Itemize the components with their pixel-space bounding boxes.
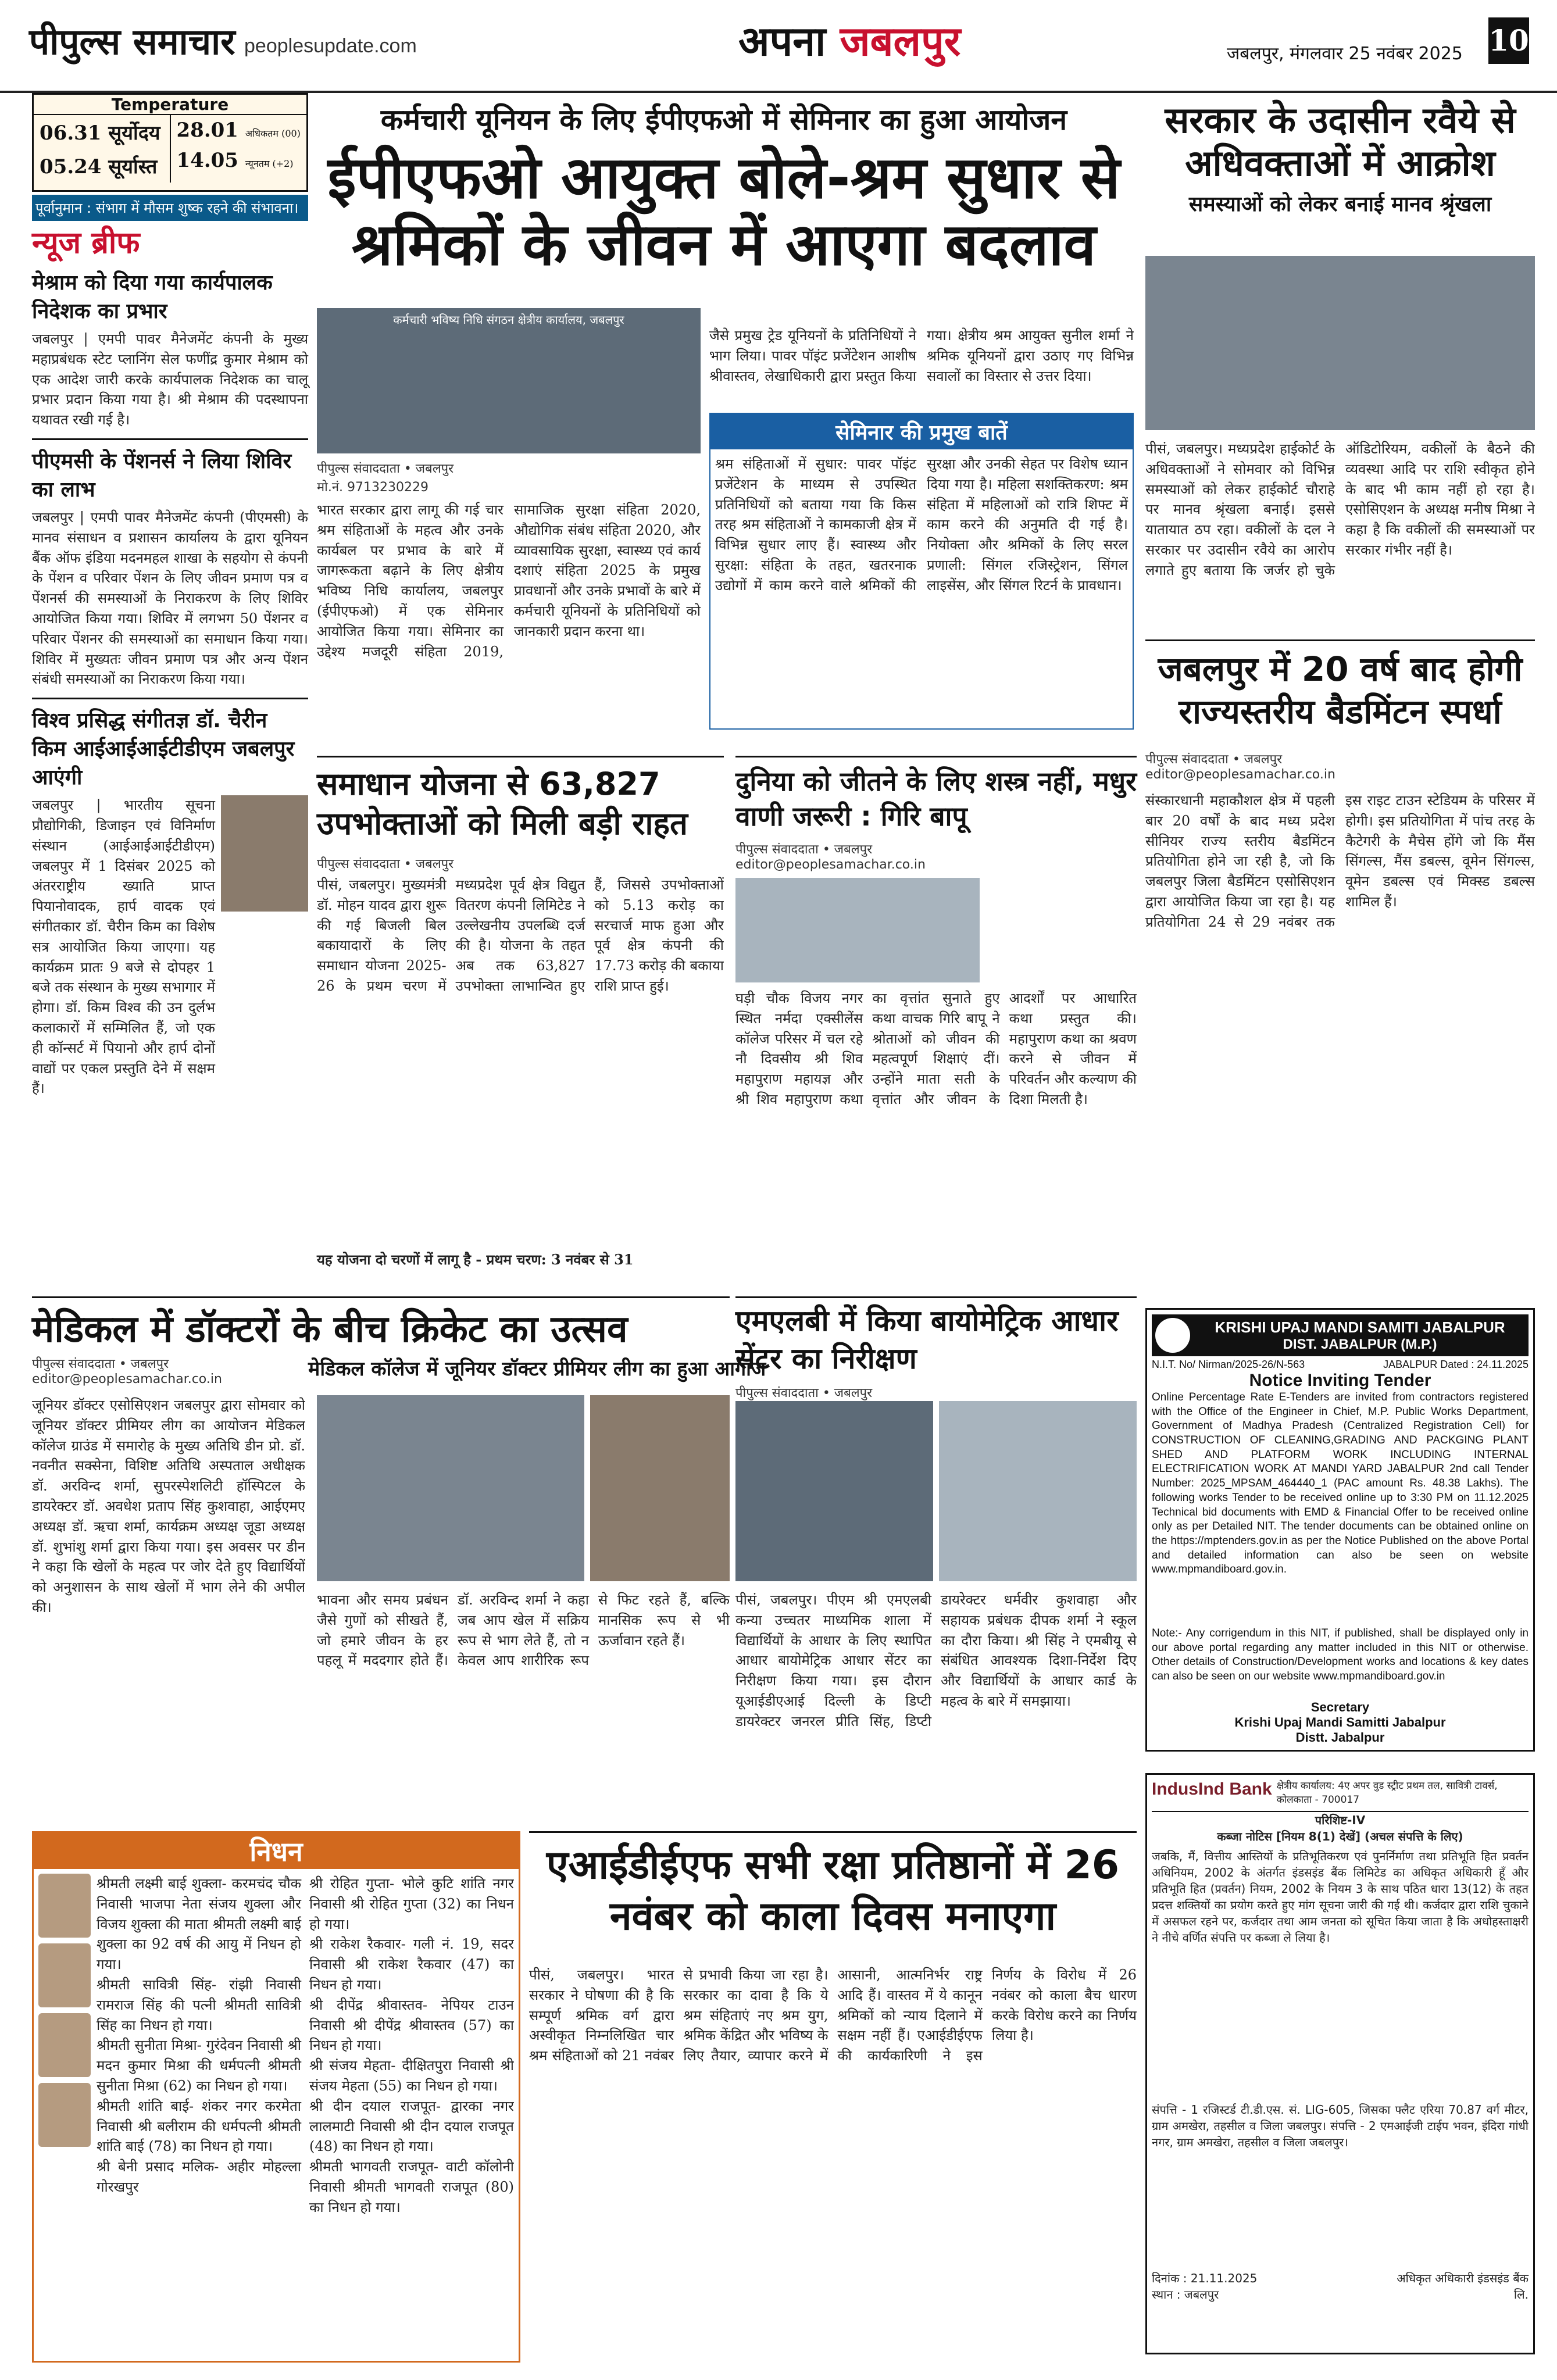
lead-headline[interactable]: ईपीएफओ आयुक्त बोले-श्रम सुधार से श्रमिकों के जीवन में आएगा बदलाव — [327, 144, 1120, 278]
aidef-body: पीसं, जबलपुर। भारत सरकार ने घोषणा की है कि सम्पूर्ण श्रमिक वर्ग द्वारा अस्वीकृत निम्नलिखित चार श्रम संहिताओं को 21 नवंबर से प्रभावी किया जा रहा है। सरकार का दावा है कि ये श्रम संहिताएं नए श्रम युग, श्रमिक केंद्रित और भविष्य के लिए तैयार, व्यापार करने में आसानी, आत्मनिर्भर राष्ट्र आदि हैं। वास्तव में ये कानून श्रमिकों को न्याय दिलाने में सक्षम नहीं हैं। एआईडीईएफ की कार्यकारिणी ने इस निर्णय के विरोध में 26 नवंबर को काला बैच धारण करके विरोध करने का निर्णय लिया है। — [529, 1967, 1137, 2064]
lead-highlights-box — [709, 413, 1134, 730]
obituary-photo — [38, 1943, 91, 2007]
lead-photo — [317, 308, 701, 453]
tender-note: Note:- Any corrigendum in this NIT, if published, shall be displayed only in our above portal regarding any matter included in this NIT or otherwise. Other details of Construction/Development works and locations & key dates can also be seen on our website www.mpmandiboard.gov.in — [1152, 1627, 1529, 1683]
tender-body: Online Percentage Rate E-Tenders are invited from contractors registered with the Office of the Engineer in Chief, M.P. Public Works Department, Government of Madhya Pradesh (Centralized Registration Cell) for CONSTRUCTION OF CLEANING,GRADING AND PACKGING PLANT SHED AND PLATFORM WORK INCLUDING INTERNAL ELECTRIFICATION WORK AT MANDI YARD JABALPUR 2nd call Tender Number: 2025_MPSAM_464440_1 (PAC amount Rs. 48.38 Lakhs). The following works Tender to be received online up to 3:30 PM on 11.12.2025 Technical bid documents with EMD & Financial Offer to be received online only as per Detailed NIT. The tender documents can be obtained online on the https://mptenders.gov.in as per the Notice Published on the above Portal and detailed information can also be seen on website www.mpmandiboard.gov.in. — [1152, 1391, 1529, 1576]
lead-kicker: कर्मचारी यूनियन के लिए ईपीएफओ में सेमिनार का हुआ आयोजन — [380, 103, 1067, 137]
bank-appendix: परिशिष्ट-IV — [1315, 1813, 1366, 1827]
tender-nit: N.I.T. No/ Nirman/2025-26/N-563 — [1152, 1359, 1305, 1370]
advocates-photo — [1145, 256, 1535, 430]
obituary-item: श्री दीन दयाल राजपूत- द्वारका नगर लालमाटी निवासी श्री दीन दयाल राजपूत (48) का निधन हो गया। — [309, 2097, 514, 2155]
bank-office: क्षेत्रीय कार्यालय: 4ए अपर वुड स्ट्रीट प्रथम तल, सावित्री टावर्स, कोलकाता - 700017 — [1276, 1780, 1498, 1806]
aadhaar-photo-1 — [735, 1401, 933, 1581]
brief-headline: विश्व प्रसिद्ध संगीतज्ञ डॉ. चैरीन किम आईआईआईटीडीएम जबलपुर आएंगी — [32, 709, 295, 790]
cricket-email[interactable]: editor@peoplesamachar.co.in — [32, 1372, 222, 1386]
min-label: न्यूनतम (+2) — [245, 158, 294, 169]
lead-byline: पीपुल्स संवाददाता • जबलपुर — [317, 462, 454, 476]
samadhan-byline: पीपुल्स संवाददाता • जबलपुर — [317, 857, 454, 871]
bank-name: IndusInd Bank — [1152, 1779, 1272, 1799]
samadhan-headline[interactable]: समाधान योजना से 63,827 उपभोक्ताओं को मिली बड़ी राहत — [317, 766, 688, 842]
giribapu-byline: पीपुल्स संवाददाता • जबलपुर — [735, 842, 873, 857]
bank-notice-body: जबकि, मैं, वित्तीय आस्तियों के प्रतिभूतिकरण एवं पुनर्निर्माण तथा प्रतिभूति हित प्रवर्तन अधिनियम, 2002 के अंतर्गत इंडसइंड बैंक लिमिटेड का अधिकृत अधिकारी हूँ और प्रतिभूति हित (प्रवर्तन) नियम, 2002 के नियम 3 के साथ पठित धारा 13(12) के तहत प्रदत्त शक्तियों का प्रयोग करते हुए मांग सूचना जारी की गई थी। कर्जदार द्वारा राशि चुकाने में असफल रहने पर, कर्जदार तथा आम जनता को सूचित किया जाता है कि अधोहस्ताक्षरी ने नीचे वर्णित संपत्ति पर कब्जा ले लिया है। — [1152, 1849, 1529, 1945]
brief-text: जबलपुर | भारतीय सूचना प्रौद्योगिकी, डिजाइन एवं विनिर्माण संस्थान (आईआईआईटीडीएम) जबलपुर में 1 दिसंबर 2025 को अंतरराष्ट्रीय ख्याति प्राप्त पियानोवादक, हार्प वादक एवं संगीतकार डॉ. चैरीन किम का विशेष सत्र आयोजित किया जाएगा। यह कार्यक्रम प्रातः 9 बजे से दोपहर 1 बजे तक संस्थान के मुख्य सभागार में होगा। डॉ. किम विश्व की उन दुर्लभ कलाकारों में सम्मिलित हैं, जो एक ही कॉन्सर्ट में पियानो और हार्प दोनों वाद्यों पर एकल प्रस्तुति देने में सक्षम हैं। — [32, 797, 215, 1097]
badminton-byline: पीपुल्स संवाददाता • जबलपुर — [1145, 752, 1283, 767]
brief-item — [32, 446, 308, 689]
brief-headline: पीएमसी के पेंशनर्स ने लिया शिविर का लाभ — [32, 449, 292, 502]
aadhaar-body: पीसं, जबलपुर। पीएम श्री एमएलबी कन्या उच्चतर माध्यमिक शाला में विद्यार्थियों के आधार के लिए स्थापित आधार बायोमेट्रिक आधार सेंटर का निरीक्षण किया गया। इस दौरान यूआईडीएआई दिल्ली के डिप्टी डायरेक्टर जनरल प्रीति सिंह, डिप्टी डायरेक्टर धर्मवीर कुशवाहा और सहायक प्रबंधक दीपक शर्मा ने स्कूल का दौरा किया। श्री सिंह ने एमबीयू से संबंधित आवश्यक दिशा-निर्देश दिए और विद्यार्थियों के आधार कार्ड के महत्व के बारे में समझाया। — [735, 1592, 1137, 1729]
bank-possession-notice — [1145, 1773, 1535, 2354]
obituary-item: श्रीमती शांति बाई- शंकर नगर करमेता निवासी श्री बलीराम की धर्मपत्नी श्रीमती शांति बाई (78) का निधन हो गया। — [97, 2097, 301, 2155]
section-title: अपना जबलपुर — [738, 17, 961, 65]
bank-schedule: संपत्ति - 1 रजिस्टर्ड टी.डी.एस. सं. LIG-605, जिसका फ्लैट एरिया 70.87 वर्ग मीटर, ग्राम अमखेरा, तहसील व जिला जबलपुर। संपत्ति - 2 एमआईजी टाईप भवन, इंदिरा गांधी नगर, ग्राम अमखेरा, तहसील व जिला जबलपुर। — [1152, 2102, 1529, 2149]
lead-body: भारत सरकार द्वारा लागू की गई चार श्रम संहिताओं के महत्व और उनके कार्यबल पर प्रभाव के बारे में जागरूकता बढ़ाने के लिए क्षेत्रीय भविष्य निधि कार्यालय, जबलपुर (ईपीएफओ) में एक सेमिनार आयोजित किया गया। सेमिनार का उद्देश्य मजदूरी संहिता 2019, सामाजिक सुरक्षा संहिता 2020, औद्योगिक संबंध संहिता 2020, और व्यावसायिक सुरक्षा, स्वास्थ्य एवं कार्य दशाएं संहिता 2025 के प्रमुख प्रावधानों और उनके प्रभावों के बारे में कर्मचारी यूनियनों के प्रतिनिधियों को जानकारी प्रदान करना था। — [317, 502, 701, 660]
obituary-item: श्रीमती लक्ष्मी बाई शुक्ला- करमचंद चौक निवासी भाजपा नेता संजय शुक्ला और विजय शुक्ला की माता श्रीमती लक्ष्मी बाई शुक्ला का 92 वर्ष की आयु में निधन हो गया। — [97, 1875, 301, 1973]
aadhaar-byline: पीपुल्स संवाददाता • जबलपुर — [735, 1386, 873, 1400]
tender-date: JABALPUR Dated : 24.11.2025 — [1383, 1359, 1529, 1370]
tender-sign-1: Secretary — [1310, 1700, 1370, 1714]
cricket-headline[interactable]: मेडिकल में डॉक्टरों के बीच क्रिकेट का उत्सव — [32, 1308, 628, 1351]
badminton-body: संस्कारधानी महाकौशल क्षेत्र में पहली बार 20 वर्षों के बाद मध्य प्रदेश सीनियर राज्य स्तरीय बैडमिंटन प्रतियोगिता होने जा रही है, जो कि जबलपुर जिला बैडमिंटन एसोसिएशन द्वारा आयोजित किया जा रहा है। यह प्रतियोगिता 24 से 29 नवंबर तक इस राइट टाउन स्टेडियम के परिसर में होगी। इस प्रतियोगिता में पांच तरह के कैटेगरी के मैचेस होंगे जो कि मैंस सिंगल्स, मैंस डबल्स, वूमेन सिंगल्स, वूमेन डबल्स एवं मिक्स्ड डबल्स शामिल हैं। — [1145, 792, 1535, 930]
min-temp: 14.05 — [176, 149, 238, 172]
news-brief-title: न्यूज ब्रीफ — [32, 226, 140, 260]
bank-signatory: अधिकृत अधिकारी इंडसइंड बैंक लि. — [1397, 2271, 1529, 2302]
cricket-photo-1 — [317, 1395, 584, 1581]
lead-story — [317, 99, 1131, 278]
obituaries — [32, 1831, 520, 2363]
cricket-deck: मेडिकल कॉलेज में जूनियर डॉक्टर प्रीमियर लीग का हुआ आगाज — [308, 1357, 766, 1381]
advocates-headline[interactable]: सरकार के उदासीन रवैये से अधिवक्ताओं में आक्रोश — [1165, 99, 1516, 185]
lead-photo-caption: कर्मचारी भविष्य निधि संगठन क्षेत्रीय कार्यालय, जबलपुर — [393, 313, 624, 327]
tender-sign-3: Distt. Jabalpur — [1295, 1730, 1385, 1745]
obituary-photo — [38, 2083, 91, 2147]
bank-notice-title: कब्जा नोटिस [नियम 8(1) देखें] (अचल संपत्ति के लिए) — [1217, 1829, 1463, 1843]
obituary-item: श्री बेनी प्रसाद मलिक- अहीर मोहल्ला गोरखपुर — [97, 2159, 301, 2195]
tender-notice — [1145, 1308, 1535, 1752]
aadhaar-headline[interactable]: एमएलबी में किया बायोमेट्रिक आधार सेंटर का निरीक्षण — [735, 1304, 1119, 1375]
cricket-body-continued: भावना और समय प्रबंधन जैसे गुणों को सीखते हैं, जो हमारे जीवन के हर पहलू में मददगार होते हैं। डॉ. अरविन्द शर्मा ने कहा जब आप खेल में सक्रिय रूप से भाग लेते हैं, तो न केवल आप शारीरिक रूप से फिट रहते हैं, बल्कि मानसिक रूप से भी ऊर्जावान रहते हैं। — [317, 1592, 730, 1669]
masthead — [0, 0, 1557, 93]
obituary-item: श्री राकेश रैकवार- गली नं. 19, सदर निवासी श्री राकेश रैकवार (47) का निधन हो गया। — [309, 1936, 514, 1993]
obituaries-title: निधन — [34, 1833, 519, 1869]
obituary-item: श्रीमती भागवती राजपूत- वाटी कॉलोनी निवासी श्रीमती भागवती राजपूत (80) का निधन हो गया। — [309, 2159, 514, 2215]
weather-title: Temperature — [34, 95, 306, 115]
brief-text: जबलपुर | एमपी पावर मैनेजमेंट कंपनी (पीएमसी) के मानव संसाधन व प्रशासन कार्यालय के द्वारा यूनियन बैंक ऑफ इंडिया मदनमहल शाखा के सहयोग से कंपनी के पेंशन व परिवार पेंशन के लिए जीवन प्रमाण पत्र व पेंशनर्स की समस्याओं के निराकरण के लिए शिविर आयोजित किया गया। शिविर में लगभग 50 पेंशनर व परिवार पेंशनर की समस्याओं का समाधान किया गया। शिविर में मुख्यतः जीवन प्रमाण पत्र और अन्य पेंशन संबंधी समस्याओं का निराकरण किया गया। — [32, 509, 308, 688]
giribapu-headline[interactable]: दुनिया को जीतने के लिए शस्त्र नहीं, मधुर वाणी जरूरी : गिरि बापू — [735, 766, 1137, 832]
cricket-byline: पीपुल्स संवाददाता • जबलपुर — [32, 1357, 169, 1371]
samadhan-body: पीसं, जबलपुर। मुख्यमंत्री डॉ. मोहन यादव द्वारा शुरू की गई बिजली बिल बकायादारों के लिए समाधान योजना 2025-26 के प्रथम चरण में मध्यप्रदेश पूर्व क्षेत्र विद्युत वितरण कंपनी लिमिटेड ने उल्लेखनीय उपलब्धि दर्ज की है। योजना के तहत अब तक 63,827 उपभोक्ता लाभान्वित हुए हैं, जिससे उपभोक्ताओं को 5.13 करोड़ का सरचार्ज माफ हुआ और पूर्व क्षेत्र कंपनी की 17.73 करोड़ की बकाया राशि प्राप्त हुई। — [317, 877, 724, 994]
obituary-photo — [38, 2013, 91, 2077]
giribapu-email[interactable]: editor@peoplesamachar.co.in — [735, 857, 926, 872]
bank-date: दिनांक : 21.11.2025 — [1152, 2271, 1258, 2285]
aidef-headline[interactable]: एआईडीईएफ सभी रक्षा प्रतिष्ठानों में 26 नवंबर को काला दिवस मनाएगा — [546, 1842, 1120, 1940]
obituary-item: श्री दीपेंद्र श्रीवास्तव- नेपियर टाउन निवासी श्री दीपेंद्र श्रीवास्तव (57) का निधन हो गया। — [309, 1996, 514, 2054]
bank-place: स्थान : जबलपुर — [1152, 2287, 1219, 2302]
cricket-photo-2 — [590, 1395, 730, 1581]
badminton-headline[interactable]: जबलपुर में 20 वर्ष बाद होगी राज्यस्तरीय बैडमिंटन स्पर्धा — [1158, 649, 1523, 731]
samadhan-footer: यह योजना दो चरणों में लागू है - प्रथम चरण: 3 नवंबर से 31 — [317, 1251, 634, 1268]
website-link[interactable]: peoplesupdate.com — [244, 35, 417, 57]
tender-sign-2: Krishi Upaj Mandi Samitti Jabalpur — [1234, 1715, 1446, 1729]
aadhaar-photo-2 — [939, 1401, 1137, 1581]
brief-text: जबलपुर | एमपी पावर मैनेजमेंट कंपनी के मुख्य महाप्रबंधक स्टेट प्लानिंग सेल फणींद्र कुमार मेश्राम को एक आदेश जारी करके कार्यपालक निदेशक का चालू प्रभार प्रदान किया गया है। श्री मेश्राम की पदस्थापना यथावत रखी गई है। — [32, 331, 308, 428]
giribapu-photo — [735, 878, 980, 982]
tender-org: KRISHI UPAJ MANDI SAMITI JABALPUR — [1215, 1318, 1505, 1336]
brief-item — [32, 705, 308, 1099]
giribapu-body: घड़ी चौक विजय नगर स्थित नर्मदा एक्सीलेंस कॉलेज परिसर में चल रहे नौ दिवसीय श्री शिव महापुराण महायज्ञ और श्री शिव महापुराण कथा का वृत्तांत सुनाते हुए कथा वाचक गिरि बापू ने श्रोताओं को जीवन की महत्वपूर्ण शिक्षाएं दीं। उन्होंने माता सती के वृत्तांत और जीवन के आदर्शों पर आधारित कथा प्रस्तुत की। महापुराण कथा का श्रवण करने से जीवन में परिवर्तन और कल्याण की दिशा मिलती है। — [735, 990, 1137, 1107]
highlights-title: सेमिनार की प्रमुख बातें — [710, 414, 1133, 449]
brief-item — [32, 267, 308, 430]
obituary-item: श्रीमती सुनीता मिश्रा- गुरंदेवन निवासी श्री मदन कुमार मिश्रा की धर्मपत्नी श्रीमती सुनीता मिश्रा (62) का निधन हो गया। — [97, 2037, 301, 2094]
brief-headline: मेश्राम को दिया गया कार्यपालक निदेशक का प्रभार — [32, 271, 273, 323]
obituary-item: श्री संजय मेहता- दीक्षितपुरा निवासी श्री संजय मेहता (55) का निधन हो गया। — [309, 2057, 514, 2094]
tender-dist: DIST. JABALPUR (M.P.) — [1283, 1336, 1437, 1352]
advocates-story — [1145, 99, 1535, 217]
badminton-email[interactable]: editor@peoplesamachar.co.in — [1145, 767, 1335, 782]
max-temp: 28.01 — [176, 119, 238, 142]
page-number: 10 — [1488, 17, 1529, 64]
highlights-text: श्रम संहिताओं में सुधार: पावर पॉइंट प्रजेंटेशन के माध्यम से उपस्थित प्रतिनिधियों को बताया गया कि किस तरह श्रम संहिताओं ने कामकाजी क्षेत्र में विभिन्न सुधार लाए हैं। स्वास्थ्य और सुरक्षा: संहिता के तहत, खतरनाक उद्योगों में काम करने वाले श्रमिकों की सुरक्षा और उनकी सेहत पर विशेष ध्यान दिया गया है। महिला सशक्तिकरण: श्रम संहिता में महिलाओं को रात्रि शिफ्ट में काम करने की अनुमति दी गई है। नियोक्ता और श्रमिकों के लिए सरल प्रणाली: सिंगल रजिस्ट्रेशन, सिंगल लाइसेंस, और सिंगल रिटर्न के प्रावधान। — [715, 456, 1128, 594]
sunrise: 06.31 सूर्योदय — [40, 121, 160, 145]
obituary-photo — [38, 1874, 91, 1938]
weather-forecast: पूर्वानुमान : संभाग में मौसम शुष्क रहने की संभावना। — [32, 195, 308, 221]
obituary-item: श्रीमती सावित्री सिंह- रांझी निवासी रामराज सिंह की पत्नी श्रीमती सावित्री सिंह का निधन हो गया। — [97, 1976, 301, 2034]
mandi-emblem-icon — [1155, 1318, 1190, 1353]
obituary-item: श्री रोहित गुप्ता- भोले कुटि शांति नगर निवासी श्री रोहित गुप्ता (32) का निधन हो गया। — [309, 1875, 514, 1932]
weather-box — [32, 93, 308, 192]
max-label: अधिकतम (00) — [245, 128, 301, 139]
advocates-body: पीसं, जबलपुर। मध्यप्रदेश हाईकोर्ट के अधिवक्ताओं ने सोमवार को विभिन्न समस्याओं को लेकर हाईकोर्ट चौराहे पर मानव श्रृंखला बनाई। इससे यातायात ठप रहा। वकीलों के दल ने सरकार पर उदासीन रवैये का आरोप लगाते हुए बताया कि जर्जर हो चुके ऑडिटोरियम, वकीलों के बैठने की व्यवस्था आदि पर राशि स्वीकृत होने के बाद भी काम नहीं हो रहा है। एसोसिएशन के अध्यक्ष मनीष मिश्रा ने कहा है कि वकीलों की समस्याओं पर सरकार गंभीर नहीं है। — [1145, 441, 1535, 578]
cricket-body: जूनियर डॉक्टर एसोसिएशन जबलपुर द्वारा सोमवार को जूनियर डॉक्टर प्रीमियर लीग का आयोजन मेडिकल कॉलेज ग्राउंड में समारोह के मुख्य अतिथि डीन प्रो. डॉ. नवनीत सक्सेना, विशिष्ट अतिथि अस्पताल अधीक्षक डॉ. अरविन्द शर्मा, सुपरस्पेशलिटी हॉस्पिटल के डायरेक्टर डॉ. अवधेश प्रताप सिंह कुशवाहा, आईएमए अध्यक्ष डॉ. ऋचा शर्मा, कार्यक्रम अध्यक्ष जूडा अध्यक्ष डॉ. शुभांशु शर्मा द्वारा किया गया। इस अवसर पर डीन ने कहा कि खेलों के महत्व पर जोर देते हुए विद्यार्थियों को अनुशासन के साथ खेलों में भाग लेने की अपील की। — [32, 1397, 305, 1616]
news-brief-list — [32, 267, 308, 1099]
newspaper-logo[interactable]: पीपुल्स समाचार — [29, 20, 235, 63]
tender-title: Notice Inviting Tender — [1249, 1371, 1431, 1390]
dateline: जबलपुर, मंगलवार 25 नवंबर 2025 — [1227, 44, 1463, 64]
advocates-deck: समस्याओं को लेकर बनाई मानव श्रृंखला — [1188, 192, 1492, 216]
brief-photo — [221, 795, 308, 912]
lead-body-continued: जैसे प्रमुख ट्रेड यूनियनों के प्रतिनिधियों ने भाग लिया। पावर पॉइंट प्रजेंटेशन आशीष श्रीवास्तव, लेखाधिकारी द्वारा प्रस्तुत किया गया। क्षेत्रीय श्रम आयुक्त सुनील शर्मा ने श्रमिक यूनियनों द्वारा उठाए गए विभिन्न सवालों का विस्तार से उत्तर दिया। — [709, 327, 1134, 384]
sunset: 05.24 सूर्यास्त — [40, 155, 158, 178]
lead-phone: मो.नं. 9713230229 — [317, 480, 429, 495]
